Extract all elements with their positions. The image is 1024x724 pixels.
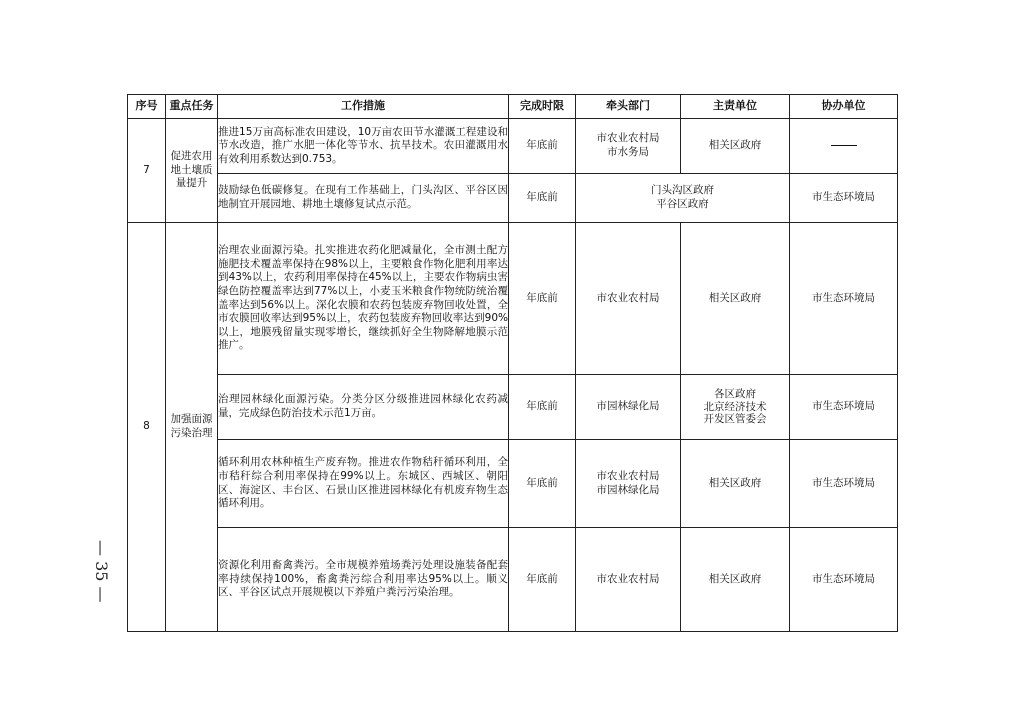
page-number-text: — 35 — [92,540,111,603]
work-measure: 治理园林绿化面源污染。分类分区分级推进园林绿化农药减量，完成绿色防治技术示范1万亩。 [218,375,509,440]
responsible-unit: 相关区政府 [681,223,790,375]
deadline: 年底前 [509,223,576,375]
header-lead-dept: 牵头部门 [576,95,681,119]
responsible-unit: 相关区政府 [681,440,790,528]
lead-dept: 市农业农村局 市水务局 [576,119,681,174]
assist-unit [790,119,898,174]
deadline: 年底前 [509,119,576,174]
deadline: 年底前 [509,528,576,632]
assist-unit: 市生态环境局 [790,174,898,223]
lead-responsible-merged: 门头沟区政府 平谷区政府 [576,174,790,223]
responsible-unit: 相关区政府 [681,119,790,174]
work-measure: 鼓励绿色低碳修复。在现有工作基础上，门头沟区、平谷区因地制宜开展园地、耕地土壤修复试点示范。 [218,174,509,223]
key-task: 加强面源污染治理 [166,223,218,632]
table-row [128,174,898,223]
work-measure: 推进15万亩高标准农田建设，10万亩农田节水灌溉工程建设和节水改造，推广水肥一体化等节水、抗旱技术。农田灌溉用水有效利用系数达到0.753。 [218,119,509,174]
header-responsible-unit: 主责单位 [681,95,790,119]
header-deadline: 完成时限 [509,95,576,119]
table-header-row [128,95,898,119]
table-row [128,223,898,375]
work-measure: 治理农业面源污染。扎实推进农药化肥减量化，全市测土配方施肥技术覆盖率保持在98%以上，主要粮食作物化肥利用率达到43%以上，农药利用率保持在45%以上，主要农作物病虫害绿色防控覆盖率达到77%以上，小麦玉米粮食作物统防统治覆盖率达到56%以上。深化农膜和农药包装废弃物回收处置，全市农膜回收率达到95%以上，农药包装废弃物回收率达到90%以上，地膜残留量实现零增长，继续抓好全生物降解地膜示范推广。 [218,223,509,375]
header-assist-unit: 协办单位 [790,95,898,119]
assist-unit: 市生态环境局 [790,223,898,375]
row-no: 8 [128,223,166,632]
assist-unit: 市生态环境局 [790,375,898,440]
table-row [128,375,898,440]
work-plan-table [127,94,898,632]
deadline: 年底前 [509,174,576,223]
document-sheet [127,94,898,632]
table-row [128,119,898,174]
table-row [128,440,898,528]
deadline: 年底前 [509,440,576,528]
page-number [89,540,115,630]
header-measures: 工作措施 [218,95,509,119]
work-measure: 循环利用农林种植生产废弃物。推进农作物秸秆循环利用，全市秸秆综合利用率保持在99%以上。东城区、西城区、朝阳区、海淀区、丰台区、石景山区推进园林绿化有机废弃物生态循环利用。 [218,440,509,528]
none-dash [831,145,857,146]
row-no: 7 [128,119,166,223]
responsible-unit: 相关区政府 [681,528,790,632]
table-row [128,528,898,632]
key-task: 促进农用地土壤质量提升 [166,119,218,223]
header-no: 序号 [128,95,166,119]
lead-dept: 市农业农村局 [576,528,681,632]
lead-dept: 市农业农村局 市园林绿化局 [576,440,681,528]
assist-unit: 市生态环境局 [790,528,898,632]
lead-dept: 市农业农村局 [576,223,681,375]
responsible-unit: 各区政府 北京经济技术 开发区管委会 [681,375,790,440]
deadline: 年底前 [509,375,576,440]
work-measure: 资源化利用畜禽粪污。全市规模养殖场粪污处理设施装备配套率持续保持100%，畜禽粪污综合利用率达95%以上。顺义区、平谷区试点开展规模以下养殖户粪污污染治理。 [218,528,509,632]
assist-unit: 市生态环境局 [790,440,898,528]
header-key-task: 重点任务 [166,95,218,119]
lead-dept: 市园林绿化局 [576,375,681,440]
